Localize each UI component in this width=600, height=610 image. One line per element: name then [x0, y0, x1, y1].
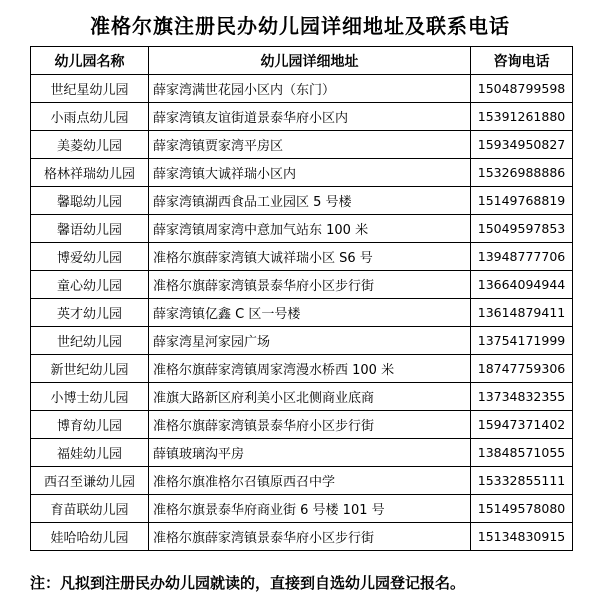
header-address: 幼儿园详细地址: [149, 47, 471, 75]
phone-cell: 13948777706: [471, 243, 573, 271]
name-cell: 英才幼儿园: [31, 299, 149, 327]
phone-cell: 15149578080: [471, 495, 573, 523]
table-row: [31, 159, 573, 187]
footnote: 注：凡拟到注册民办幼儿园就读的，直接到自选幼儿园登记报名。: [30, 574, 466, 592]
name-cell: 博爱幼儿园: [31, 243, 149, 271]
phone-cell: 15391261880: [471, 103, 573, 131]
phone-cell: 15049597853: [471, 215, 573, 243]
table-row: [31, 131, 573, 159]
phone-cell: 15332855111: [471, 467, 573, 495]
name-cell: 小雨点幼儿园: [31, 103, 149, 131]
address-cell: 薛家湾星河家园广场: [149, 327, 471, 355]
address-cell: 薛家湾镇周家湾中意加气站东 100 米: [149, 215, 471, 243]
name-cell: 世纪星幼儿园: [31, 75, 149, 103]
name-cell: 娃哈哈幼儿园: [31, 523, 149, 551]
header-phone: 咨询电话: [471, 47, 573, 75]
name-cell: 世纪幼儿园: [31, 327, 149, 355]
address-cell: 准格尔旗薛家湾镇景泰华府小区步行街: [149, 271, 471, 299]
table-row: [31, 243, 573, 271]
name-cell: 格林祥瑞幼儿园: [31, 159, 149, 187]
address-cell: 准格尔旗景泰华府商业街 6 号楼 101 号: [149, 495, 471, 523]
address-cell: 薛镇玻璃沟平房: [149, 439, 471, 467]
kindergarten-table: [30, 46, 573, 551]
phone-cell: 13754171999: [471, 327, 573, 355]
table-row: [31, 439, 573, 467]
header-name: 幼儿园名称: [31, 47, 149, 75]
table-row: [31, 299, 573, 327]
address-cell: 薛家湾镇湖西食品工业园区 5 号楼: [149, 187, 471, 215]
name-cell: 馨聪幼儿园: [31, 187, 149, 215]
table-row: [31, 467, 573, 495]
table-row: [31, 215, 573, 243]
address-cell: 薛家湾镇友谊街道景泰华府小区内: [149, 103, 471, 131]
address-cell: 准格尔旗薛家湾镇大诚祥瑞小区 S6 号: [149, 243, 471, 271]
table-header-row: [31, 47, 573, 75]
name-cell: 福娃幼儿园: [31, 439, 149, 467]
address-cell: 准格尔旗薛家湾镇景泰华府小区步行街: [149, 523, 471, 551]
table-row: [31, 187, 573, 215]
table-row: [31, 411, 573, 439]
table-row: [31, 103, 573, 131]
phone-cell: 15134830915: [471, 523, 573, 551]
phone-cell: 15934950827: [471, 131, 573, 159]
table-row: [31, 383, 573, 411]
phone-cell: 13614879411: [471, 299, 573, 327]
phone-cell: 15048799598: [471, 75, 573, 103]
address-cell: 薛家湾镇大诚祥瑞小区内: [149, 159, 471, 187]
name-cell: 新世纪幼儿园: [31, 355, 149, 383]
phone-cell: 18747759306: [471, 355, 573, 383]
table-row: [31, 355, 573, 383]
phone-cell: 15947371402: [471, 411, 573, 439]
table-row: [31, 327, 573, 355]
name-cell: 西召至谦幼儿园: [31, 467, 149, 495]
address-cell: 准旗大路新区府利美小区北侧商业底商: [149, 383, 471, 411]
name-cell: 童心幼儿园: [31, 271, 149, 299]
name-cell: 博育幼儿园: [31, 411, 149, 439]
address-cell: 薛家湾镇贾家湾平房区: [149, 131, 471, 159]
name-cell: 馨语幼儿园: [31, 215, 149, 243]
phone-cell: 13848571055: [471, 439, 573, 467]
address-cell: 薛家湾满世花园小区内（东门）: [149, 75, 471, 103]
phone-cell: 13664094944: [471, 271, 573, 299]
address-cell: 薛家湾镇亿鑫 C 区一号楼: [149, 299, 471, 327]
table-row: [31, 495, 573, 523]
table-row: [31, 271, 573, 299]
name-cell: 育苗联幼儿园: [31, 495, 149, 523]
table-row: [31, 523, 573, 551]
name-cell: 美菱幼儿园: [31, 131, 149, 159]
table-row: [31, 75, 573, 103]
page-title: 准格尔旗注册民办幼儿园详细地址及联系电话: [90, 14, 510, 38]
phone-cell: 13734832355: [471, 383, 573, 411]
phone-cell: 15149768819: [471, 187, 573, 215]
name-cell: 小博士幼儿园: [31, 383, 149, 411]
address-cell: 准格尔旗薛家湾镇周家湾漫水桥西 100 米: [149, 355, 471, 383]
address-cell: 准格尔旗薛家湾镇景泰华府小区步行街: [149, 411, 471, 439]
phone-cell: 15326988886: [471, 159, 573, 187]
address-cell: 准格尔旗准格尔召镇原西召中学: [149, 467, 471, 495]
